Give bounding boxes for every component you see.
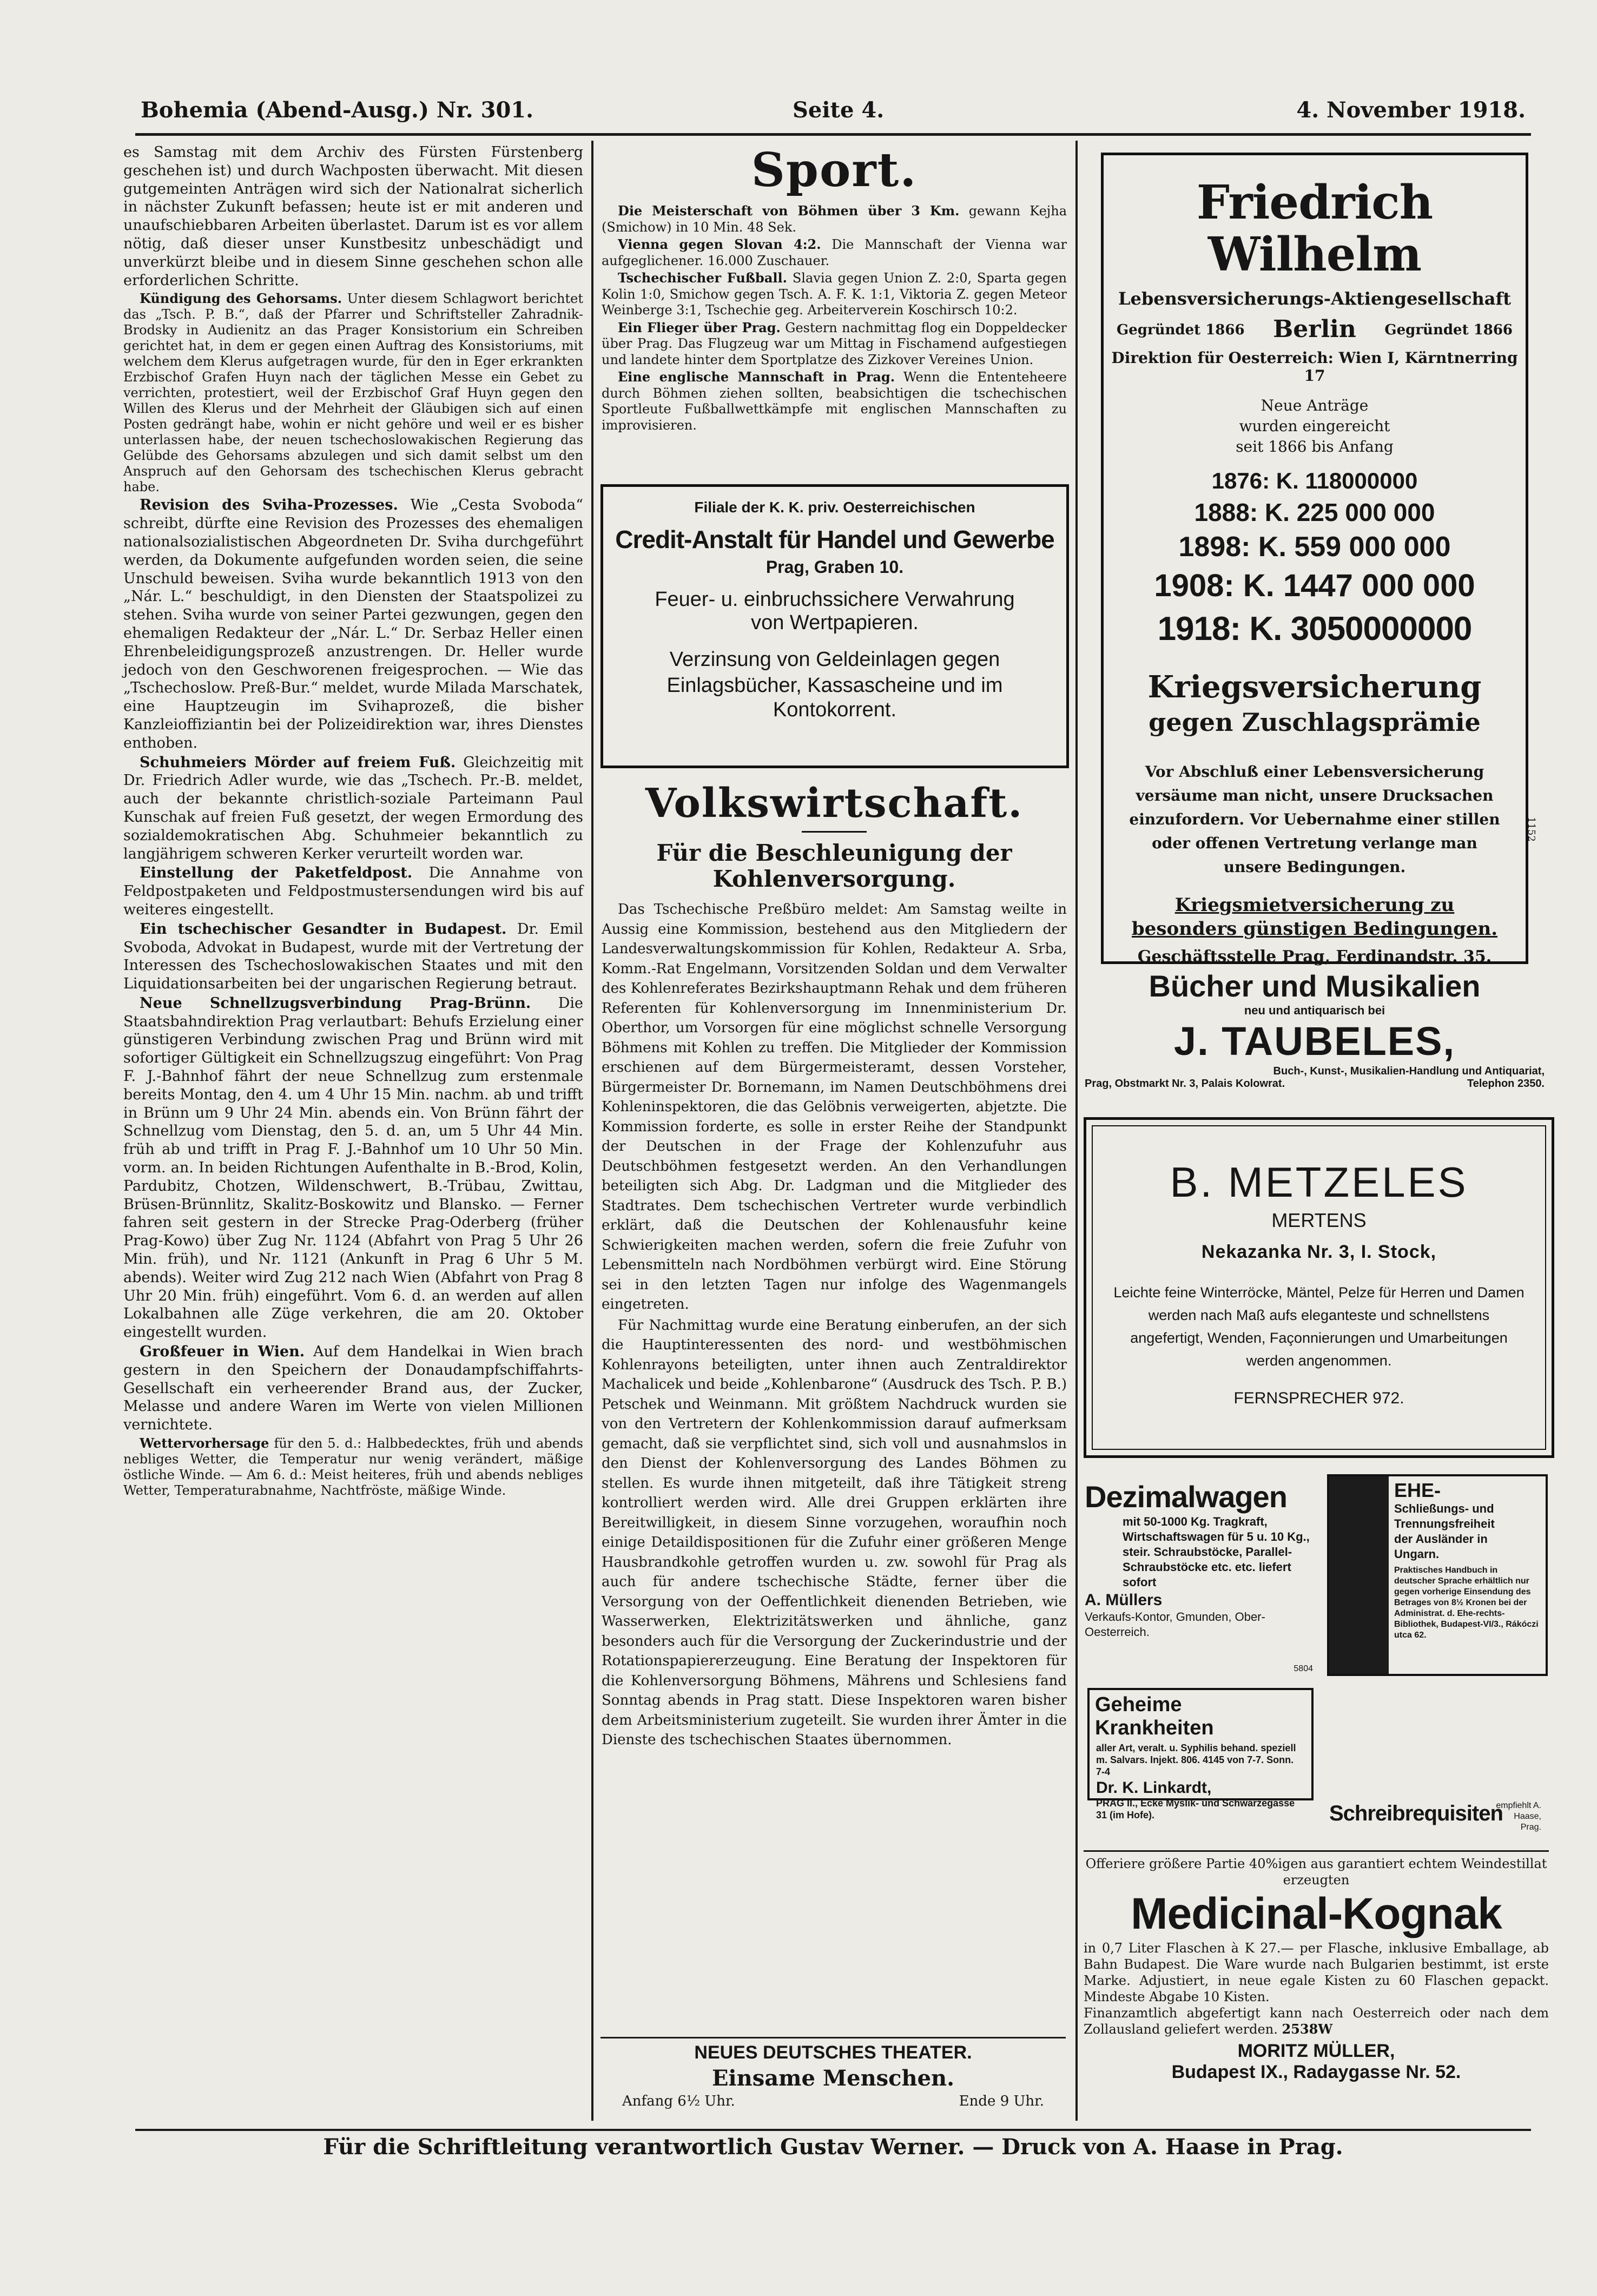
- taubeles-line1: Bücher und Musikalien: [1149, 969, 1481, 1003]
- article-obedience: Kündigung des Gehorsams. Unter diesem Schlagwort berichtet das „Tsch. P. B.“, daß der Pfarrer und Schriftsteller Zahradnik-Brodsky in Audienitz an das Prager Konsistorium ein Schreiben gerichtet hat, in dem er gegen einen Auftrag des Konsistoriums, mit welchem dem Klerus aufgetragen wurde, für den in Eger erkrankten Erzbischof Grafen Huyn nach der täglichen Messe ein Gebet zu verrichten, protestiert, weil der Erzbischof Graf Huyn gegen den Willen des Klerus und der Mehrheit der Gläubigen sich auf einen Posten gedrängt habe, wohin er nicht gehöre und weil er es bisher unterlassen habe, der neuen tschechoslowakischen Regierung das Gelübde des Gehorsams abzulegen und sich damit selbst um den Anspruch auf den Gehorsam des tschechischen Klerus gebracht habe.: [123, 291, 584, 495]
- scales-title: Dezimalwagen: [1085, 1480, 1287, 1514]
- taubeles-ad: [1079, 968, 1550, 1092]
- theater-begin: Anfang 6½ Uhr.: [622, 2093, 735, 2109]
- insurance-1898: 1898: K. 559 000 000: [1178, 531, 1451, 563]
- economy-paragraph-1: Das Tschechische Preßbüro meldet: Am Samstag weilte in Aussig eine Kommission, bestehend aus den Mitgliedern der Landesverwaltungskommission für Kohlen, Redakteur A. Srba, Komm.-Rat Engelmann, Vorsitzenden Soldan und dem Verwalter des Kohlenreferates Bezirkshauptmann Rehak und dem früheren Referenten für Kohlenversorgung im Innenministerium Dr. Oberthor, um Vorsorgen für eine möglichst schnelle Versorgung Böhmens mit Kohlen zu treffen. Die Mitglieder der Kommission erschienen auf dem Bürgermeisteramt, dessen Vorsteher, Bürgermeister Dr. Bornemann, im Namen Deutschböhmens drei Kohleninspektoren, die das Gelöbnis verweigerten, abjetzte. Die Kommission forderte, es solle in erster Reihe der Standpunkt der Deutschen in der Frage der Kohlenzufuhr aus Deutschböhmen festgesetzt werden. An den Verhandlungen beteiligten sich Abg. Dr. Ladgman und die Mitglieder des Stadtrates. Dem tschechischen Vertreter wurde verbindlich erklärt, daß die Deutschen der Kohlenausfuhr keine Schwierigkeiten machen werden, sofern die freie Zufuhr von Lebensmitteln nach Nordböhmen verbürgt wird. Eine Störung sei in den letzten Tagen nur infolge des Wagenmangels eingetreten.: [602, 901, 1067, 1312]
- stationery-title: Schreibrequisiten: [1329, 1802, 1503, 1825]
- divorce-line5: Ungarn.: [1394, 1547, 1440, 1561]
- sport-title: Sport.: [751, 143, 918, 197]
- insurance-1888: 1888: K. 225 000 000: [1194, 498, 1435, 526]
- divorce-line4: der Ausländer in: [1394, 1532, 1488, 1546]
- insurance-founded-left: Gegründet 1866: [1117, 322, 1245, 338]
- metzeles-phone: FERNSPRECHER 972.: [1233, 1389, 1404, 1407]
- divorce-ad: [1327, 1474, 1548, 1676]
- insurance-war2: gegen Zuschlagsprämie: [1149, 708, 1481, 737]
- insurance-office: Geschäftsstelle Prag, Ferdinandstr. 35.: [1137, 947, 1492, 966]
- metzeles-text: Leichte feine Winterröcke, Mäntel, Pelze für Herren und Damen werden nach Maß aufs eleganteste und schnellstens angefertigt, Wenden, Façonnierungen und Umarbeitungen werden angenommen.: [1113, 1284, 1525, 1369]
- scales-address: Verkaufs-Kontor, Gmunden, Ober-Oesterreich.: [1085, 1610, 1265, 1639]
- footer-rule: [135, 2129, 1531, 2131]
- page-number: Seite 4.: [793, 97, 885, 123]
- scales-text: mit 50-1000 Kg. Tragkraft, Wirtschaftswagen für 5 u. 10 Kg., steir. Schraubstöcke, Parallel-Schraubstöcke etc. etc. liefert sofort: [1123, 1515, 1310, 1589]
- stationery-ad: [1327, 1796, 1543, 1837]
- sport-item-2: Vienna gegen Slovan 4:2. Die Mannschaft der Vienna war aufgeglichener. 16.000 Zuschauer.: [602, 236, 1067, 268]
- theater-name: NEUES DEUTSCHES THEATER.: [694, 2042, 972, 2063]
- cognac-address: Budapest IX., Radaygasse Nr. 52.: [1171, 2062, 1461, 2082]
- article-archive-end: es Samstag mit dem Archiv des Fürsten Fürstenberg geschehen ist) und durch Wachposten überwacht. Mit diesen gutgemeinten Anträgen wird sich der Nationalrat sicherlich in nächster Zukunft befassen; heute ist er mit anderen und unaufschiebbaren Arbeiten überlastet. Darum ist es vor allem nötig, daß dieser unser Kunstbesitz unbeschädigt und unverkürzt bleibe und in diesem Sinne geschehen schon alle erforderlichen Schritte.: [123, 144, 583, 289]
- scales-ad: [1085, 1480, 1317, 1677]
- theater-ad: [600, 2042, 1066, 2113]
- header-rule: [135, 133, 1531, 136]
- theater-end: Ende 9 Uhr.: [959, 2093, 1044, 2109]
- taubeles-name: J. TAUBELES,: [1173, 1019, 1456, 1064]
- metzeles-ad: [1084, 1117, 1554, 1458]
- divorce-line2: Schließungs- und: [1394, 1502, 1494, 1515]
- metzeles-name: B. METZELES: [1170, 1158, 1468, 1206]
- article-schuhmeier: Schuhmeiers Mörder auf freiem Fuß. Gleichzeitig mit Dr. Friedrich Adler wurde, wie das „Tschech. Pr.-B. meldet, auch der bekannte christlich-soziale Parteimann Paul Kunschak auf freien Fuß gesetzt, der wegen Ermordung des sozialdemokratischen Abg. Schuhmeier bekanntlich zu langjährigem schweren Kerker verurteilt worden war.: [123, 754, 583, 862]
- bank-ad-name: Credit-Anstalt für Handel und Gewerbe: [615, 525, 1054, 553]
- taubeles-phone: Telephon 2350.: [1467, 1078, 1545, 1090]
- disease-text: aller Art, veralt. u. Syphilis behand. speziell m. Salvars. Injekt. 806. 4145 von 7-7. Sonn. 7-4: [1096, 1743, 1296, 1777]
- insurance-ad: [1101, 153, 1528, 964]
- cognac-ad: [1084, 1856, 1549, 2083]
- insurance-1876: 1876: K. 118000000: [1211, 468, 1418, 493]
- cognac-title: Medicinal-Kognak: [1131, 1889, 1502, 1938]
- bank-ad-line7: Kontokorrent.: [773, 698, 897, 721]
- insurance-company: Lebensversicherungs-Aktiengesellschaft: [1118, 288, 1512, 309]
- economy-subtitle: Für die Beschleunigung der Kohlenversorgung.: [656, 840, 1012, 892]
- sport-item-4: Ein Flieger über Prag. Gestern nachmittag flog ein Doppeldecker über Prag. Das Flugzeug war um Mittag in Fischamend aufgestiegen und landete hinter dem Sportplatze des Zizkover Vereines Union.: [602, 319, 1067, 367]
- economy-section: [602, 779, 1067, 1751]
- bank-ad-line6: Verzinsung von Geldeinlagen gegen Einlagsbücher, Kassascheine und im: [666, 648, 1003, 697]
- bank-ad-line5: von Wertpapieren.: [751, 611, 919, 634]
- insurance-name: Friedrich Wilhelm: [1196, 175, 1433, 282]
- insurance-city: Berlin: [1273, 315, 1356, 343]
- bank-ad-line1: Filiale der K. K. priv. Oesterreichischen: [694, 499, 975, 516]
- taubeles-line2: neu und antiquarisch bei: [1244, 1004, 1385, 1017]
- metzeles-address: Nekazanka Nr. 3, I. Stock,: [1201, 1242, 1437, 1262]
- insurance-1918: 1918: K. 3050000000: [1157, 610, 1472, 648]
- column-divider-right: [1075, 141, 1078, 2121]
- sport-item-3: Tschechischer Fußball. Slavia gegen Union Z. 2:0, Sparta gegen Kolin 1:0, Smichow gegen Tsch. A. F. K. 1:1, Viktoria Z. gegen Meteor Weinberge 3:1, Tschechie geg. Arbeiterverein Koschirsch 10:2.: [602, 270, 1067, 318]
- left-column: [123, 143, 583, 1500]
- page-header: [141, 97, 1526, 135]
- metzeles-mertens: MERTENS: [1271, 1209, 1367, 1231]
- insurance-direction: Direktion für Oesterreich: Wien I, Kärntnerring 17: [1111, 349, 1518, 385]
- insurance-new2: wurden eingereicht: [1239, 417, 1390, 435]
- divorce-text: Praktisches Handbuch in deutscher Sprache erhältlich nur gegen vorherige Einsendung des Betrages von 8½ Kronen bei der Administrat. d. Ehe-rechts-Bibliothek, Budapest-VI/3., Rákóczi utca 62.: [1394, 1566, 1539, 1640]
- scales-firm: A. Müllers: [1085, 1591, 1163, 1609]
- article-sviha: Revision des Sviha-Prozesses. Wie „Cesta Svoboda“ schreibt, dürfte eine Revision des Prozesses des ehemaligen nationalsozialistischen Abgeordneten Dr. Sviha durchgeführt werden, da Dokumente aufgefunden worden seien, die seine Unschuld beweisen. Sviha wurde bekanntlich 1913 von den „Nár. L.“ beschuldigt, in den Diensten der Staatspolizei zu stehen. Sviha wurde von seiner Partei gezwungen, gegen den ehemaligen Redakteur der „Nár. L.“ Dr. Serbaz Heller einen Ehrenbeleidigungsprozeß anzustrengen. Dr. Heller wurde jedoch von den Geschworenen freigesprochen. — Wie das „Tschechoslow. Preß-Bur.“ meldet, wurde Milada Marschatek, eine Hauptzeugin im Svihaprozeß, die bisher Kanzleioffiziantin bei der Polizeidirektion war, ihres Dienstes enthoben.: [123, 497, 583, 751]
- sport-item-5: Eine englische Mannschaft in Prag. Wenn die Ententeheere durch Böhmen ziehen sollten, beabsichtigen die tschechischen Sportleute Fußballwettkämpfe mit englischen Mannschaften zu improvisieren.: [602, 369, 1067, 433]
- disease-doctor: Dr. K. Linkardt,: [1096, 1779, 1212, 1797]
- disease-address: PRAG II., Ecke Myslik- und Schwarzegasse 31 (im Hofe).: [1096, 1798, 1295, 1820]
- insurance-new3: seit 1866 bis Anfang: [1236, 438, 1394, 456]
- scales-number: 5804: [1294, 1664, 1313, 1673]
- divorce-ad-dark-panel: [1329, 1476, 1389, 1674]
- disease-title: Geheime Krankheiten: [1095, 1693, 1214, 1739]
- imprint-footer: Für die Schriftleitung verantwortlich Gustav Werner. — Druck von A. Haase in Prag.: [323, 2134, 1343, 2160]
- article-envoy: Ein tschechischer Gesandter in Budapest. Dr. Emil Svoboda, Advokat in Budapest, wurde mit der Vertretung der Interessen des Tschechoslowakischen Staates und mit den Liquidationsarbeiten bei der ungarischen Regierung betraut.: [123, 920, 583, 993]
- insurance-side-number: 1152: [1526, 817, 1537, 842]
- article-weather: Wettervorhersage für den 5. d.: Halbbedecktes, früh und abends nebliges Wetter, die Temperatur nur wenig verändert, mäßige östliche Winde. — Am 6. d.: Meist heiteres, früh und abends nebliges Wetter, Temperaturabnahme, Nachtfröste, mäßige Winde.: [123, 1435, 583, 1499]
- issue-date: 4. November 1918.: [1296, 97, 1526, 123]
- economy-title: Volkswirtschaft.: [645, 780, 1024, 827]
- stationery-text: empfiehlt A. Haase, Prag.: [1496, 1801, 1541, 1832]
- insurance-note2: Kriegsmietversicherung zu besonders günstigen Bedingungen.: [1131, 894, 1498, 940]
- sport-section: [602, 143, 1067, 434]
- article-fieldpost: Einstellung der Paketfeldpost. Die Annahme von Feldpostpaketen und Feldpostmustersendungen wird bis auf weiteres eingestellt.: [123, 865, 584, 918]
- economy-paragraph-2: Für Nachmittag wurde eine Beratung einberufen, an der sich die Hauptinteressenten des nord- und westböhmischen Kohlenrayons beteiligten, unter ihnen auch Zentraldirektor Machalicek und beide „Kohlenbarone“ (Ausdruck des Tsch. P. B.) Petschek und Weinmann. Mit größtem Nachdruck wurden sie von den Vertretern der Kohlenkommission darauf aufmerksam gemacht, daß sie verpflichtet sind, sich voll und ausnahmslos in den Dienst der Kohlenversorgung des Landes Böhmen zu stellen. Es wurde ihnen mitgeteilt, daß ihre Tätigkeit streng kontrolliert werden wird. Alle drei Gruppen erklärten ihre Bereitwilligkeit, in diesem Sinne vorzugehen, woraufhin noch einige Detaildispositionen für die Zufuhr einer größeren Menge Hausbrandkohle getroffen wurden u. zw. sowohl für Prag als auch für andere tschechische Städte, ferner über die Versorgung von der Oeffentlichkeit dienenden Betrieben, wie Wasserwerken, Elektrizitätswerken und ähnliche, ganz besonders auch für die Versorgung der Zuckerindustrie und der Rotationspapiererzeugung. Eine Beratung der Inspektoren für die Kohlenversorgung Böhmens, Mährens und Schlesiens fand Sonntag abends in Prag statt. Diese Inspektoren waren bisher dem Arbeitsministerium zugeteilt. Sie wurden ihrer Ämter in die Dienste des tschechischen Staates übernommen.: [602, 1317, 1067, 1748]
- sport-item-1: Die Meisterschaft von Böhmen über 3 Km. gewann Kejha (Smichow) in 10 Min. 48 Sek.: [602, 203, 1067, 235]
- cognac-text: in 0,7 Liter Flaschen à K 27.— per Flasche, inklusive Emballage, ab Bahn Budapest. Die Ware wurde nach Bulgarien bestimmt, ist erste Marke. Adjustiert, in neue egale Kisten zu 60 Flaschen gepackt. Mindeste Abgabe 10 Kisten.: [1084, 1941, 1549, 2004]
- column-divider-left: [591, 141, 593, 2121]
- article-fire: Großfeuer in Wien. Auf dem Handelkai in Wien brach gestern in den Speichern der Donaudampfschiffahrts-Gesellschaft ein verheerender Brand aus, der Zucker, Melasse und andere Waren im Werte von vielen Millionen vernichtete.: [123, 1343, 583, 1434]
- cognac-note: Finanzamtlich abgefertigt kann nach Oesterreich oder nach dem Zollausland geliefert werden.: [1084, 2005, 1549, 2037]
- article-train: Neue Schnellzugsverbindung Prag-Brünn. Die Staatsbahndirektion Prag verlautbart: Behufs Erzielung einer günstigeren Verbindung zwischen Prag und Brünn wird mit sofortiger Gültigkeit ein Schnellzugszug eingeführt: Von Prag F. J.-Bahnhof fährt der neue Schnellzug zum erstenmale bereits Montag, den 4. um 4 Uhr 15 Min. nachm. ab und trifft in Brünn um 9 Uhr 24 Min. abends ein. Von Brünn fährt der Schnellzug vom Dienstag, den 5. d. an, um 5 Uhr 44 Min. früh ab und trifft in Prag F. J.-Bahnhof um 10 Uhr 50 Min. vorm. an. In beiden Richtungen Aufenthalte in B.-Brod, Kolin, Pardubitz, Chotzen, Wildenschwert, B.-Trübau, Zwittau, Brüsen-Brünnlitz, Skalitz-Boskowitz und Blansko. — Ferner fahren seit gestern in der Strecke Prag-Oderberg (früher Prag-Kowo) über Zug Nr. 1124 (Abfahrt von Prag 5 Uhr 26 Min. früh), und Nr. 1121 (Ankunft in Prag 6 Uhr 5 M. abends). Weiter wird Zug 212 nach Wien (Abfahrt von Prag 8 Uhr 20 Min. früh) eingeführt. Vom 6. d. an werden auf allen Lokalbahnen alle Züge verkehren, die am 20. Oktober eingestellt wurden.: [123, 994, 583, 1341]
- cognac-firm: MORITZ MÜLLER,: [1237, 2041, 1395, 2061]
- insurance-note1: Vor Abschluß einer Lebensversicherung versäume man nicht, unsere Drucksachen einzufordern. Vor Uebernahme einer stillen oder offenen Vertretung verlange man unsere Bedingungen.: [1129, 763, 1500, 876]
- disease-ad: [1087, 1688, 1314, 1820]
- insurance-war1: Kriegsversicherung: [1147, 669, 1482, 705]
- taubeles-address: Prag, Obstmarkt Nr. 3, Palais Kolowrat.: [1085, 1078, 1285, 1090]
- divorce-line3: Trennungsfreiheit: [1394, 1517, 1495, 1530]
- economy-divider: [802, 831, 867, 833]
- theater-rule: [600, 2037, 1066, 2038]
- insurance-1908: 1908: K. 1447 000 000: [1154, 568, 1475, 603]
- insurance-founded-right: Gegründet 1866: [1384, 322, 1513, 338]
- cognac-rule: [1084, 1850, 1549, 1852]
- theater-play: Einsame Menschen.: [711, 2066, 955, 2091]
- cognac-line1: Offeriere größere Partie 40%igen aus garantiert echtem Weindestillat erzeugten: [1085, 1856, 1547, 1888]
- bank-ad: [600, 484, 1069, 768]
- taubeles-line4: Buch-, Kunst-, Musikalien-Handlung und Antiquariat,: [1273, 1065, 1545, 1077]
- bank-ad-line4: Feuer- u. einbruchssichere Verwahrung: [655, 588, 1015, 611]
- cognac-number: 2538W: [1282, 2021, 1333, 2037]
- bank-ad-address: Prag, Graben 10.: [765, 557, 904, 577]
- divorce-line1: EHE-: [1394, 1479, 1441, 1501]
- masthead: Bohemia (Abend-Ausg.) Nr. 301.: [141, 97, 534, 123]
- insurance-new1: Neue Anträge: [1261, 397, 1369, 414]
